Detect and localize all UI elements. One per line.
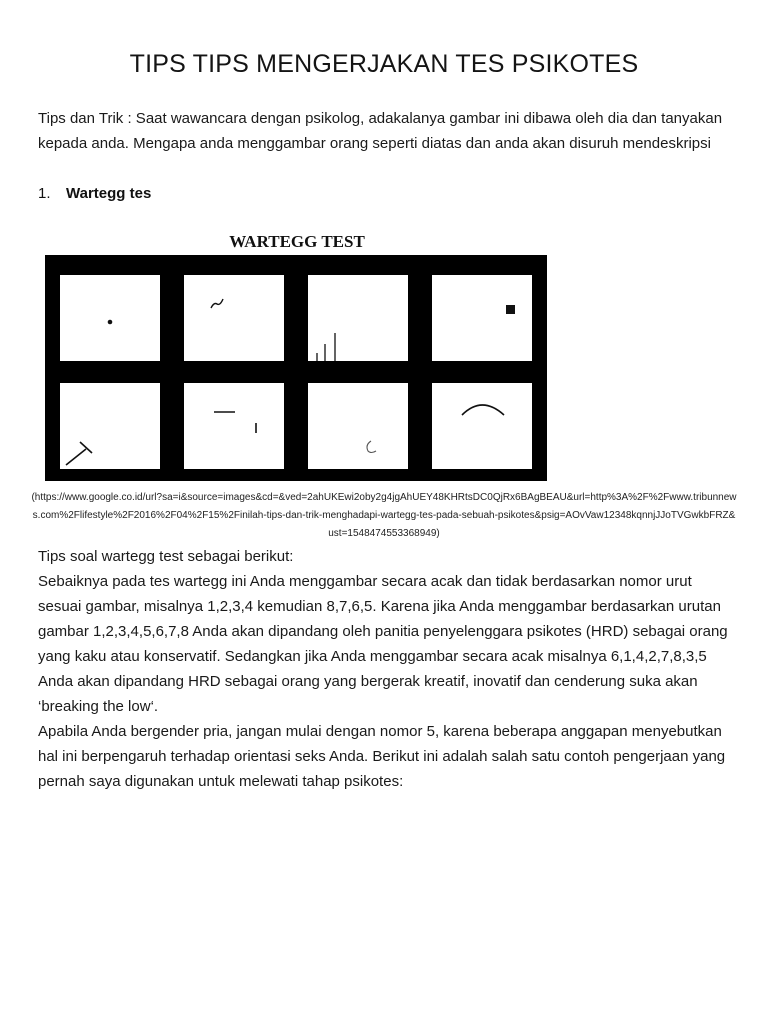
figure-title: WARTEGG TEST xyxy=(229,232,365,251)
section-heading-wartegg xyxy=(38,181,151,206)
wartegg-box-2 xyxy=(184,275,284,361)
tips-paragraph-1: Sebaiknya pada tes wartegg ini Anda menggambar secara acak dan tidak berdasarkan nomor urut sesuai gambar, misalnya 1,2,3,4 kemudian 8,7,6,5. Karena jika Anda menggambar berdasarkan urutan gambar 1,2,3,4,5,6,7,8 Anda akan dipandang oleh panitia penyelenggara psikotes (HRD) sebagai orang yang kaku atau konservatif. Sedangkan jika Anda menggambar secara acak misalnya 6,1,4,2,7,8,3,5 Anda akan dipandang HRD sebagai orang yang bergerak kreatif, inovatif dan cenderung suka akan ‘breaking the low‘. xyxy=(38,573,728,715)
wartegg-test-figure xyxy=(40,211,552,481)
wartegg-box-3 xyxy=(308,275,408,361)
section-number: 1. xyxy=(38,185,51,202)
tips-paragraph-2: Apabila Anda bergender pria, jangan mulai dengan nomor 5, karena beberapa anggapan menyebutkan hal ini berpengaruh terhadap orientasi seks Anda. Berikut ini adalah salah satu contoh pengerjaan yang pernah saya digunakan untuk melewati tahap psikotes: xyxy=(38,723,726,790)
section-title: Wartegg tes xyxy=(66,185,152,202)
intro-paragraph: Tips dan Trik : Saat wawancara dengan psikolog, adakalanya gambar ini dibawa oleh dia dan tanyakan kepada anda. Mengapa anda menggambar orang seperti diatas dan anda akan disuruh mendeskripsi xyxy=(38,110,723,152)
wartegg-box-1 xyxy=(60,275,160,361)
wartegg-box-5 xyxy=(60,383,160,469)
wartegg-box-4 xyxy=(432,275,532,361)
wartegg-box-8 xyxy=(432,383,532,469)
figure-caption-url: (https://www.google.co.id/url?sa=i&source=images&cd=&ved=2ahUKEwi2oby2g4jgAhUEY48KHRtsDC0QjRx6BAgBEAU&url=http%3A%2F%2Fwww.tribunnews.com%2Flifestyle%2F2016%2F04%2F15%2Finilah-tips-dan-trik-menghadapi-wartegg-tes-pada-sebuah-psikotes&psig=AOvVaw12348kqnnjJJoTVGwkbFRZ&ust=1548474553368949) xyxy=(31,492,737,539)
tips-heading: Tips soal wartegg test sebagai berikut: xyxy=(38,548,294,565)
wartegg-square xyxy=(506,305,515,314)
wartegg-box-7 xyxy=(308,383,408,469)
wartegg-box-6 xyxy=(184,383,284,469)
tips-section xyxy=(38,544,738,794)
wartegg-dot xyxy=(108,320,113,325)
page-title: TIPS TIPS MENGERJAKAN TES PSIKOTES xyxy=(129,50,639,78)
